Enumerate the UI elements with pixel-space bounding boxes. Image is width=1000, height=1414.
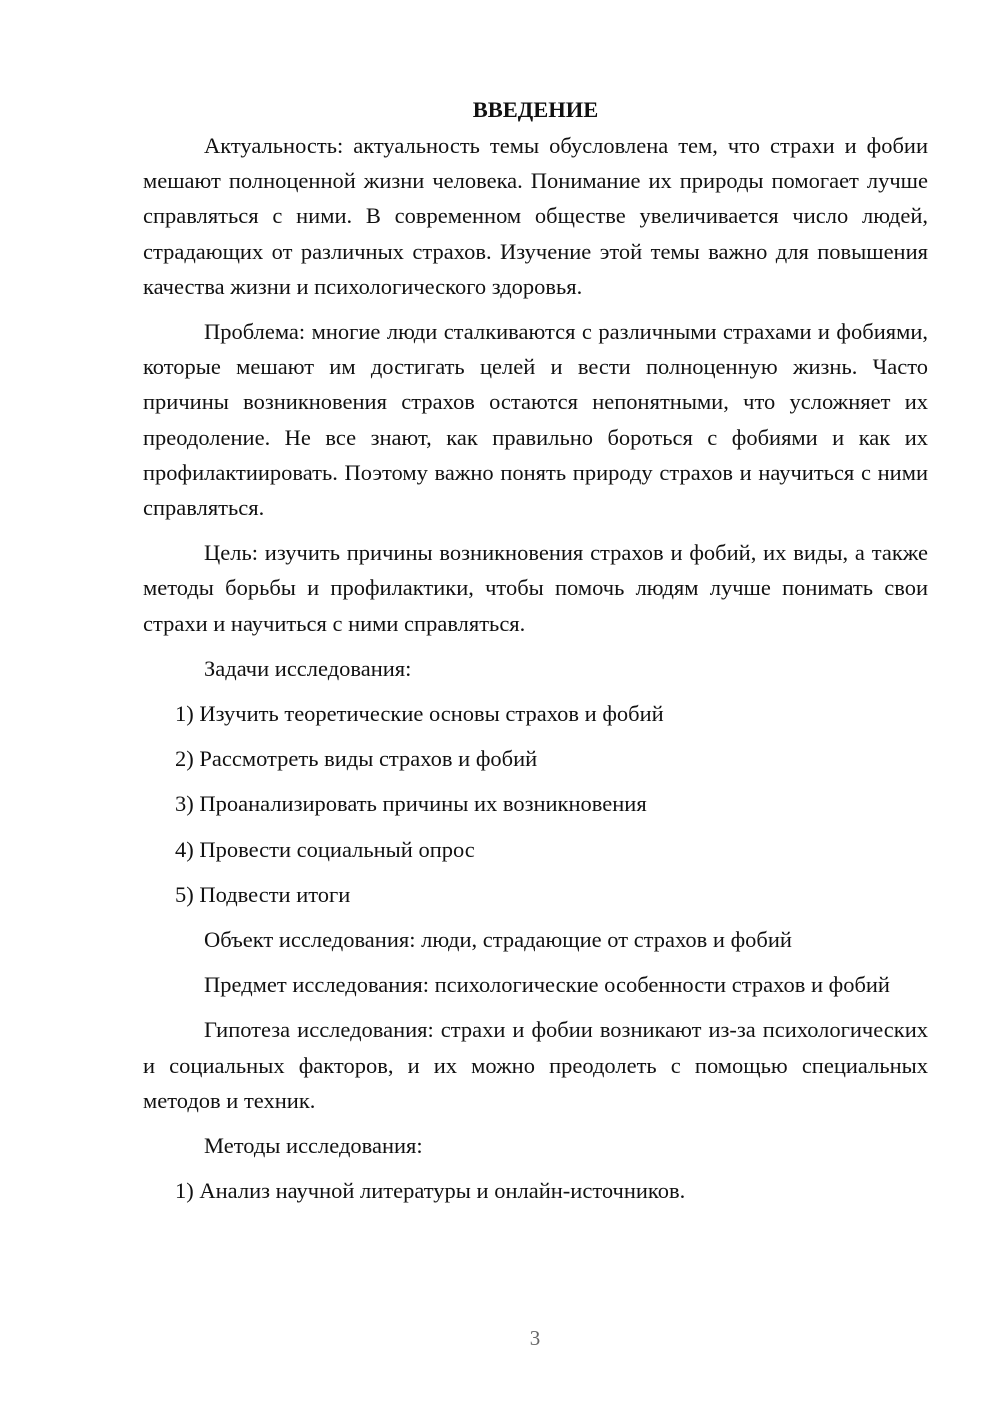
hypothesis-paragraph: Гипотеза исследования: страхи и фобии возникают из-за психологических и социальных факторов, и их можно преодолеть с помощью специальных методов и техник.	[143, 1017, 928, 1113]
section-title: ВВЕДЕНИЕ	[472, 97, 599, 122]
task-item-1: 1) Изучить теоретические основы страхов и фобий	[175, 701, 664, 727]
method-item-1: 1) Анализ научной литературы и онлайн-источников.	[175, 1178, 686, 1204]
task-item-4: 4) Провести социальный опрос	[175, 836, 475, 862]
problem-paragraph: Проблема: многие люди сталкиваются с различными страхами и фобиями, которые мешают им достигать целей и вести полноценную жизнь. Часто причины возникновения страхов остаются непонятными, что усложняет их преодоление. Не все знают, как правильно бороться с фобиями и как их профилактиировать. Поэтому важно понять природу страхов и научиться с ними справляться.	[143, 319, 928, 521]
methods-heading: Методы исследования:	[204, 1133, 423, 1159]
task-item-3: 3) Проанализировать причины их возникновения	[175, 791, 647, 817]
relevance-paragraph: Актуальность: актуальность темы обусловлена тем, что страхи и фобии мешают полноценной жизни человека. Понимание их природы помогает лучше справляться с ними. В современном обществе увеличивается число людей, страдающих от различных страхов. Изучение этой темы важно для повышения качества жизни и психологического здоровья.	[143, 133, 928, 299]
task-item-2: 2) Рассмотреть виды страхов и фобий	[175, 746, 538, 772]
object-line: Объект исследования: люди, страдающие от страхов и фобий	[204, 927, 792, 953]
task-item-5: 5) Подвести итоги	[175, 881, 351, 907]
goal-paragraph: Цель: изучить причины возникновения страхов и фобий, их виды, а также методы борьбы и профилактики, чтобы помочь людям лучше понимать свои страхи и научиться с ними справляться.	[143, 540, 928, 636]
page-number: 3	[529, 1326, 541, 1350]
tasks-heading: Задачи исследования:	[204, 655, 412, 681]
page-content	[143, 92, 928, 1218]
subject-paragraph: Предмет исследования: психологические особенности страхов и фобий	[204, 972, 890, 998]
